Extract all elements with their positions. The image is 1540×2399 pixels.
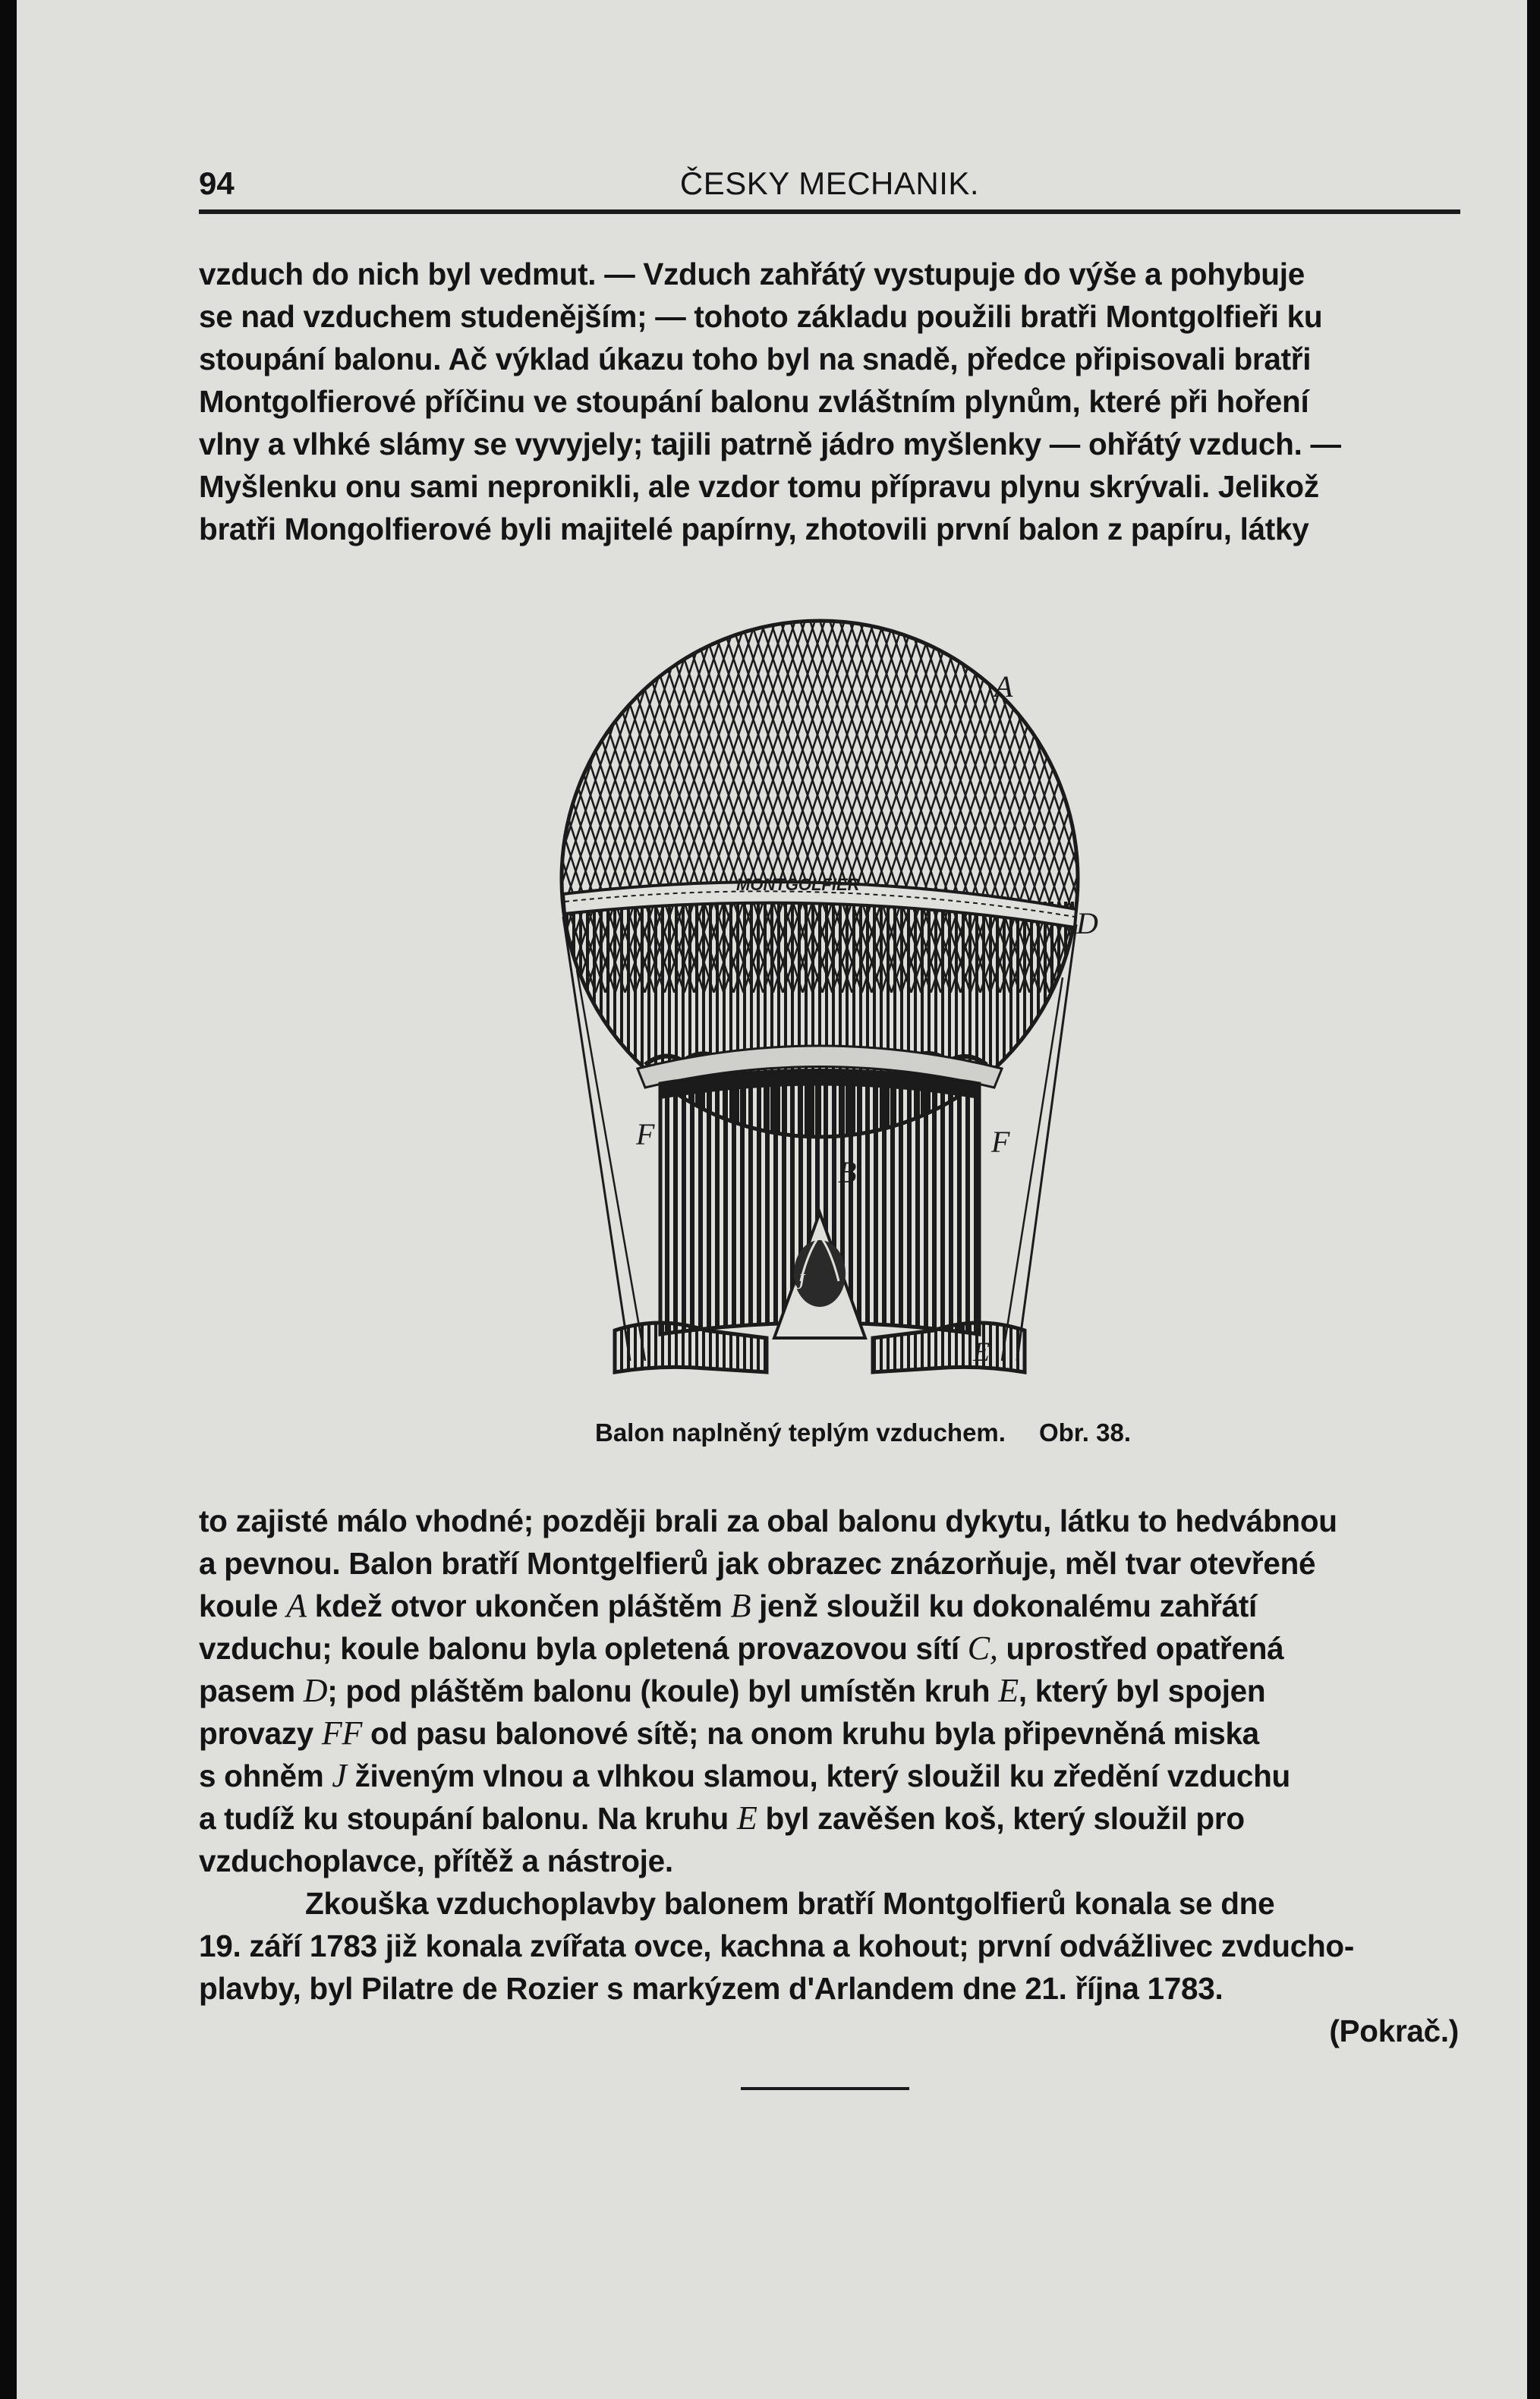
text-line bbox=[199, 1755, 1459, 1797]
label-f-left: F bbox=[636, 1117, 655, 1151]
text-line bbox=[199, 1627, 1459, 1670]
text-run: od pasu balonové sítě; na onom kruhu byla připevněná miska bbox=[362, 1716, 1259, 1751]
text-line bbox=[199, 1712, 1459, 1755]
band-label: MONTGOLFIER bbox=[736, 875, 860, 894]
text-line: bratři Mongolfierové byli majitelé papírny, zhotovili první balon z papíru, látky bbox=[199, 512, 1309, 546]
text-run: s ohněm bbox=[199, 1758, 332, 1793]
text-run: uprostřed opatřená bbox=[997, 1631, 1284, 1666]
text-line: Montgolfierové příčinu ve stoupání balonu zvláštním plynům, které při hoření bbox=[199, 384, 1309, 419]
text-run: provazy bbox=[199, 1716, 322, 1751]
continuation-note: (Pokrač.) bbox=[1329, 2013, 1459, 2048]
text-run: kdež otvor ukončen pláštěm bbox=[306, 1588, 731, 1623]
text-line: a pevnou. Balon bratří Montgelfierů jak obrazec znázorňuje, měl tvar otevřené bbox=[199, 1546, 1316, 1581]
ref-letter: J bbox=[332, 1757, 347, 1794]
text-line: vzduch do nich byl vedmut. — Vzduch zahřátý vystupuje do výše a pohybuje bbox=[199, 257, 1305, 291]
label-j: J bbox=[795, 1270, 805, 1294]
text-line: plavby, byl Pilatre de Rozier s markýzem d'Arlandem dne 21. října 1783. bbox=[199, 1971, 1223, 2006]
ref-letter: E bbox=[736, 1799, 757, 1837]
end-rule bbox=[741, 2087, 909, 2090]
figure-number: Obr. 38. bbox=[1038, 1418, 1132, 1447]
text-run: koule bbox=[199, 1588, 287, 1623]
ref-letter: FF bbox=[321, 1714, 363, 1752]
page-number: 94 bbox=[199, 165, 235, 201]
text-line bbox=[199, 1797, 1459, 1840]
text-run: , který byl spojen bbox=[1018, 1673, 1266, 1708]
header-rule bbox=[199, 209, 1460, 214]
text-line: 19. září 1783 již konala zvířata ovce, kachna a kohout; první odvážlivec zvducho- bbox=[199, 1928, 1355, 1963]
text-line bbox=[199, 1585, 1459, 1627]
label-e: E bbox=[973, 1336, 990, 1367]
label-b: B bbox=[838, 1155, 857, 1189]
text-run: byl zavěšen koš, který sloužil pro bbox=[757, 1801, 1245, 1836]
text-line: to zajisté málo vhodné; později brali za obal balonu dykytu, látku to hedvábnou bbox=[199, 1503, 1337, 1538]
text-line bbox=[199, 1670, 1459, 1712]
caption-text: Balon naplněný teplým vzduchem. bbox=[595, 1418, 1006, 1447]
text-run: a tudíž ku stoupání balonu. Na kruhu bbox=[199, 1801, 737, 1836]
text-run: jenž sloužil ku dokonalému zahřátí bbox=[751, 1588, 1258, 1623]
running-title: ČESKY MECHANIK. bbox=[679, 165, 980, 201]
text-line: vlny a vlhké slámy se vyvyjely; tajili patrně jádro myšlenky — ohřátý vzduch. — bbox=[199, 427, 1341, 461]
ref-letter: E bbox=[998, 1672, 1019, 1709]
text-line: Myšlenku onu sami nepronikli, ale vzdor tomu přípravu plynu skrývali. Jelikož bbox=[199, 469, 1319, 504]
page-header bbox=[199, 165, 1460, 208]
ref-letter: D bbox=[303, 1672, 328, 1709]
ref-letter: C, bbox=[967, 1629, 998, 1667]
text-line: stoupání balonu. Ač výklad úkazu toho byl na snadě, předce připisovali bratři bbox=[199, 342, 1312, 376]
label-a: A bbox=[994, 669, 1013, 704]
paragraph-bottom bbox=[199, 1500, 1459, 2052]
text-run: vzduchu; koule balonu byla opletená provazovou sítí bbox=[199, 1631, 968, 1666]
text-line: se nad vzduchem studenějším; — tohoto základu použili bratři Montgolfieři ku bbox=[199, 299, 1323, 334]
ref-letter: A bbox=[286, 1587, 307, 1624]
paragraph-top bbox=[199, 253, 1459, 550]
text-run: pasem bbox=[199, 1673, 304, 1708]
text-line: Zkouška vzduchoplavby balonem bratří Montgolfierů konala se dne bbox=[305, 1886, 1275, 1921]
balloon-illustration bbox=[531, 613, 1123, 1387]
label-d: D bbox=[1076, 906, 1098, 940]
text-run: živeným vlnou a vlhkou slamou, který sloužil ku zředění vzduchu bbox=[346, 1758, 1290, 1793]
figure-caption bbox=[595, 1418, 1131, 1447]
ref-letter: B bbox=[730, 1587, 751, 1624]
text-line: vzduchoplavce, přítěž a nástroje. bbox=[199, 1843, 673, 1878]
label-f-right: F bbox=[991, 1125, 1010, 1159]
text-run: ; pod pláštěm balonu (koule) byl umístěn kruh bbox=[327, 1673, 999, 1708]
